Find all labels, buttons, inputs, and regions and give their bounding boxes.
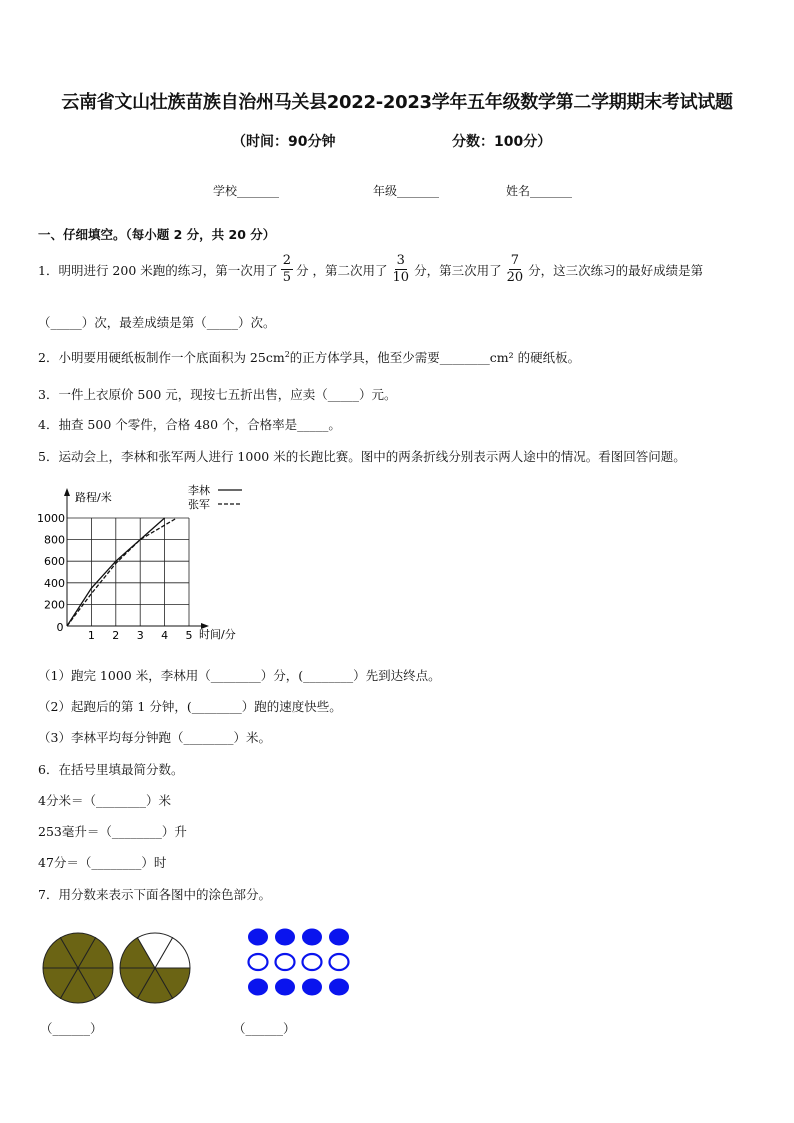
q1-line-2: （_____）次，最差成绩是第（_____）次。 [38, 315, 276, 330]
legend-label: 李林 [188, 484, 210, 497]
y-tick-label: 600 [44, 555, 65, 569]
name-field[interactable]: 姓名_______ [506, 184, 573, 198]
filled-dot [276, 929, 295, 945]
chart-lines [67, 518, 177, 626]
x-tick-label: 1 [87, 629, 95, 642]
fraction-7-20: $\frac{7}{20}$ [506, 253, 524, 285]
q6-a: 4分米＝（________）米 [38, 793, 171, 808]
question-7: 7．用分数来表示下面各图中的涂色部分。 [38, 887, 271, 902]
y-tick-label: 200 [44, 598, 65, 612]
question-6: 6．在括号里填最简分数。 [38, 762, 184, 777]
hollow-dot [276, 954, 295, 970]
legend-label: 张军 [188, 498, 210, 511]
section-heading: 一、仔细填空。（每小题 2 分，共 20 分） [38, 227, 276, 242]
origin-label: 0 [56, 621, 64, 634]
hollow-dot [249, 954, 268, 970]
q6-b: 253毫升＝（________）升 [38, 824, 187, 839]
fraction-3-10: $\frac{3}{10}$ [392, 253, 410, 285]
q7-blank-1[interactable]: （______） [40, 1021, 103, 1036]
question-5: 5．运动会上，李林和张军两人进行 1000 米的长跑比赛。图中的两条折线分别表示两人途中的情况。看图回答问题。 [38, 449, 686, 464]
grade-field[interactable]: 年级_______ [373, 184, 440, 198]
hollow-dot [330, 954, 349, 970]
filled-dot [249, 979, 268, 995]
distance-time-chart [30, 480, 260, 645]
y-tick-label: 1000 [37, 512, 65, 525]
chart-grid [67, 518, 189, 626]
y-tick-label: 400 [44, 576, 65, 590]
filled-dot [330, 929, 349, 945]
school-field[interactable]: 学校_______ [213, 184, 280, 198]
q1-text-a: 1．明明进行 200 米跑的练习，第一次用了 [38, 262, 278, 278]
x-axis-label: 时间/分 [199, 628, 236, 641]
y-axis-label: 路程/米 [75, 491, 112, 504]
filled-dot [330, 979, 349, 995]
hollow-dot [303, 954, 322, 970]
fraction-2-5: $\frac{2}{5}$ [282, 253, 292, 285]
filled-dot [249, 929, 268, 945]
shaded-circles-figure [40, 928, 195, 1008]
q1-text-b: 分 ，第二次用了 [296, 262, 388, 278]
filled-dot [276, 979, 295, 995]
q5-sub-2: （2）起跑后的第 1 分钟，(________）跑的速度快些。 [38, 699, 342, 714]
q1-text-c: 分，第三次用了 [414, 262, 502, 278]
chart-ticks [37, 512, 193, 642]
dots-figure [245, 925, 355, 1000]
x-tick-label: 5 [185, 629, 193, 642]
y-tick-label: 800 [44, 533, 65, 547]
q1-text-d: 分，这三次练习的最好成绩是第 [528, 262, 704, 278]
question-3: 3．一件上衣原价 500 元，现按七五折出售，应卖（_____）元。 [38, 387, 397, 402]
q6-c: 47分＝（________）时 [38, 855, 167, 870]
q5-sub-3: （3）李林平均每分钟跑（________）米。 [38, 730, 271, 745]
series-line-2 [67, 518, 177, 626]
question-4: 4．抽查 500 个零件，合格 480 个，合格率是_____。 [38, 417, 341, 432]
x-tick-label: 3 [136, 629, 144, 642]
filled-dot [303, 979, 322, 995]
page-title: 云南省文山壮族苗族自治州马关县2022-2023学年五年级数学第二学期期末考试试题 [61, 92, 733, 113]
x-tick-label: 4 [161, 629, 169, 642]
chart-legend [188, 483, 242, 511]
exam-time: （时间：90分钟 [232, 134, 336, 150]
y-axis-arrow [64, 488, 70, 496]
question-2: 2．小明要用硬纸板制作一个底面积为 $25cm^2$的正方体学具，他至少需要________cm² 的硬纸板。 [38, 349, 581, 365]
question-1 [38, 253, 703, 286]
filled-dot [303, 929, 322, 945]
exam-score: 分数：100分） [452, 134, 552, 150]
q5-sub-1: （1）跑完 1000 米，李林用（________）分，(________）先到达终点。 [38, 668, 441, 683]
x-tick-label: 2 [112, 629, 120, 642]
q7-blank-2[interactable]: （______） [233, 1021, 296, 1036]
